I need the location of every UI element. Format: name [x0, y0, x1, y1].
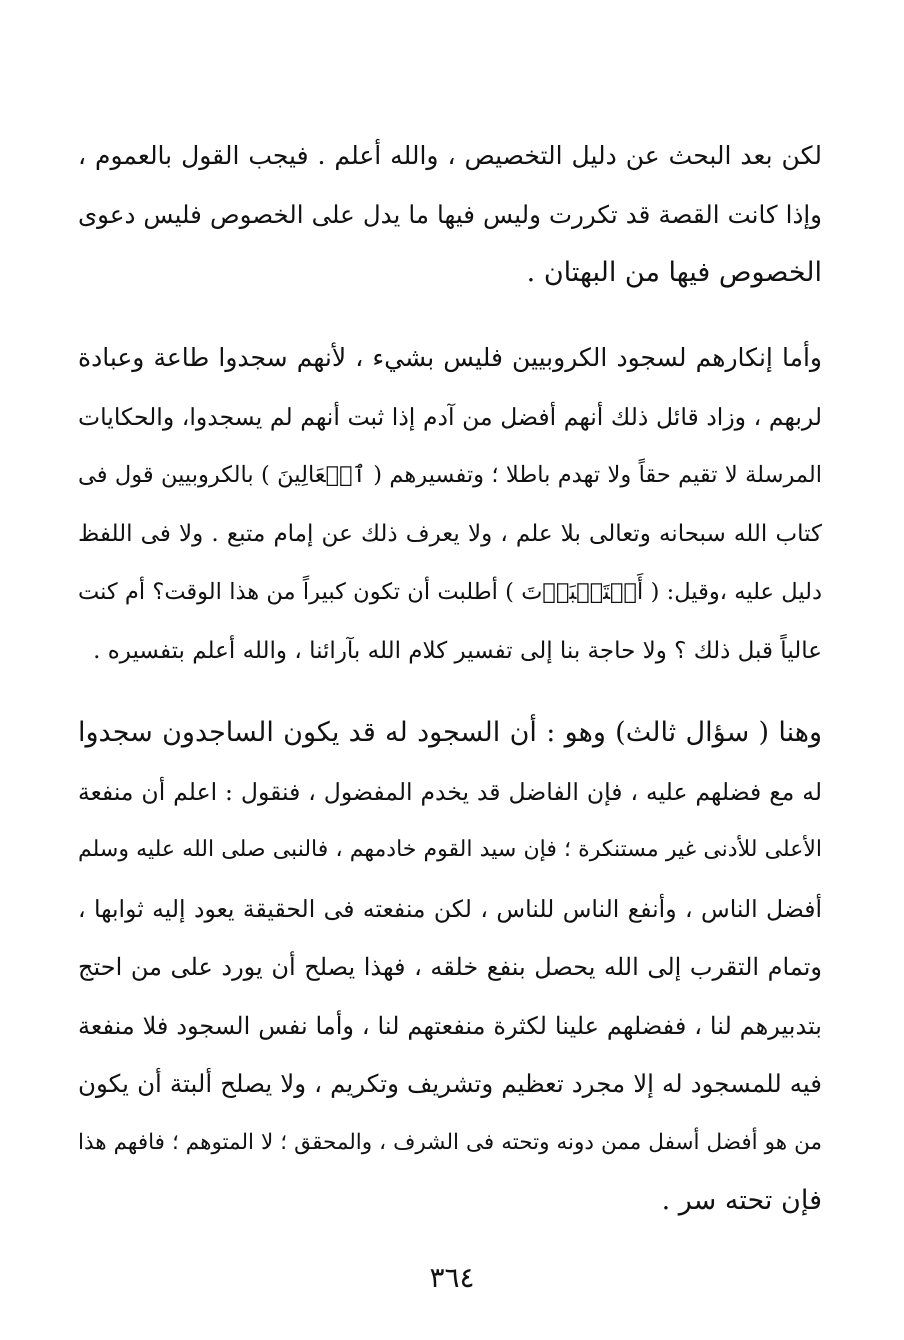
paragraph-line: وهنا ( سؤال ثالث) وهو : أن السجود له قد يكون الساجدون سجدوا	[78, 717, 822, 748]
paragraph-1	[78, 127, 822, 303]
paragraph-line: له مع فضلهم عليه ، فإن الفاضل قد يخدم المفضول ، فنقول : اعلم أن منفعة	[78, 777, 822, 806]
paragraph-line: لكن بعد البحث عن دليل التخصيص ، والله أعلم . فيجب القول بالعموم ،	[78, 141, 822, 170]
paragraph-line: أفضل الناس ، وأنفع الناس للناس ، لكن منفعته فى الحقيقة يعود إليه ثوابها ،	[78, 894, 822, 923]
paragraph-line: وأما إنكارهم لسجود الكروبيين فليس بشيء ، لأنهم سجدوا طاعة وعبادة	[78, 343, 822, 372]
paragraph-line: كتاب الله سبحانه وتعالى بلا علم ، ولا يعرف ذلك عن إمام متبع . ولا فى اللفظ	[78, 520, 822, 547]
paragraph-line: عالياً قبل ذلك ؟ ولا حاجة بنا إلى تفسير كلام الله بآرائنا ، والله أعلم بتفسيره .	[93, 637, 822, 664]
paragraph-line: الخصوص فيها من البهتان .	[526, 257, 822, 288]
paragraph-line: بتدبيرهم لنا ، ففضلهم علينا لكثرة منفعتهم لنا ، وأما نفس السجود فلا منفعة	[78, 1011, 822, 1040]
paragraph-line: وإذا كانت القصة قد تكررت وليس فيها ما يدل على الخصوص فليس دعوى	[78, 199, 822, 229]
paragraph-line: فيه للمسجود له إلا مجرد تعظيم وتشريف وتكريم ، ولا يصلح ألبتة أن يكون	[78, 1069, 822, 1098]
paragraph-line: فإن تحته سر .	[661, 1185, 822, 1216]
paragraph-line: وتمام التقرب إلى الله يحصل بنفع خلقه ، فهذا يصلح أن يورد على من احتج	[78, 953, 822, 981]
paragraph-3	[78, 704, 822, 1231]
paragraph-line: دليل عليه ،وقيل: ( أَسۡتَكۡبَرۡتَ ) أطلبت أن تكون كبيراً من هذا الوقت؟ أم كنت	[78, 579, 822, 605]
paragraph-line: الأعلى للأدنى غير مستنكرة ؛ فإن سيد القوم خادمهم ، فالنبى صلى الله عليه وسلم	[78, 837, 822, 862]
paragraph-line: المرسلة لا تقيم حقاً ولا تهدم باطلا ؛ وتفسيرهم ( ٱلۡعَالِينَ ) بالكروبيين قول فى	[78, 462, 822, 488]
paragraph-line: من هو أفضل أسفل ممن دونه وتحته فى الشرف ، والمحقق ؛ لا المتوهم ؛ فافهم هذا	[78, 1129, 822, 1155]
paragraph-2	[78, 329, 822, 680]
page-number: ٣٦٤	[429, 1261, 475, 1294]
paragraph-line: لربهم ، وزاد قائل ذلك أنهم أفضل من آدم إذا ثبت أنهم لم يسجدوا، والحكايات	[78, 402, 822, 431]
